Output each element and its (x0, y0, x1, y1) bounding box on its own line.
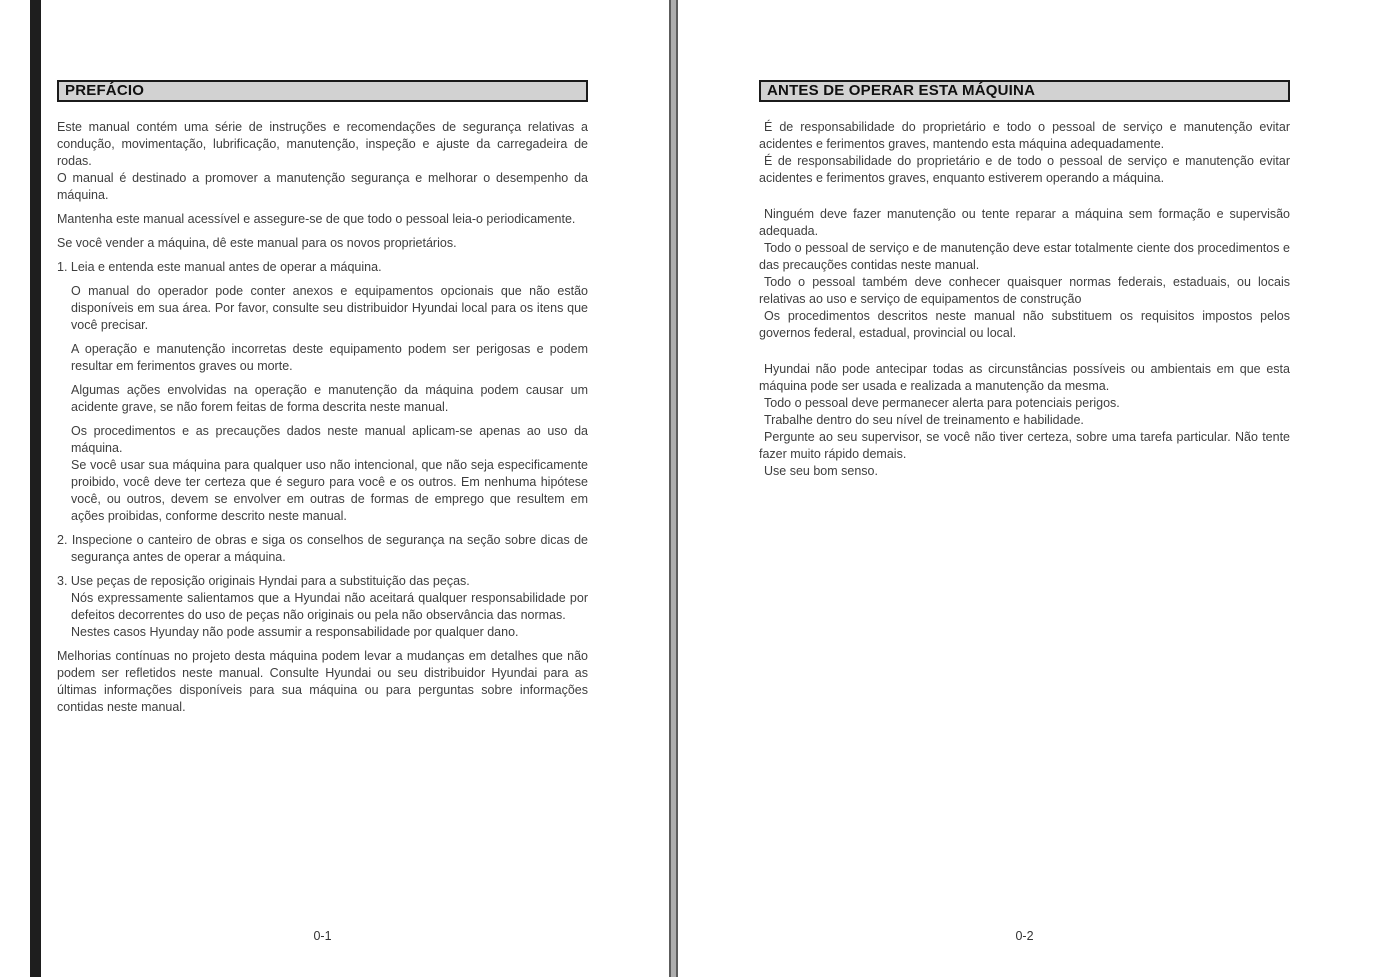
paragraph: É de responsabilidade do proprietário e de todo o pessoal de serviço e manutenção evitar acidentes e ferimentos graves, enquanto estiverem operando a máquina. (759, 154, 1290, 185)
page-right-body (759, 119, 1290, 480)
page-number-left: 0-1 (313, 929, 332, 943)
page-left (57, 80, 588, 716)
paragraph: Todo o pessoal deve permanecer alerta para potenciais perigos. (764, 396, 1120, 410)
paragraph: É de responsabilidade do proprietário e todo o pessoal de serviço e manutenção evitar acidentes e ferimentos graves, mantendo esta máquina adequadamente. (759, 120, 1290, 151)
page-edge-bar (30, 0, 41, 977)
section-header-antes-de-operar: ANTES DE OPERAR ESTA MÁQUINA (759, 80, 1290, 102)
paragraph: 2. Inspecione o canteiro de obras e siga os conselhos de segurança na seção sobre dicas de segurança antes de operar a máquina. (57, 533, 588, 564)
paragraph: Nestes casos Hyunday não pode assumir a responsabilidade por qualquer dano. (71, 625, 519, 639)
paragraph: Todo o pessoal também deve conhecer quaisquer normas federais, estaduais, ou locais relativas ao uso e serviço de equipamentos de construção (759, 275, 1290, 306)
page-right (759, 80, 1290, 480)
paragraph: A operação e manutenção incorretas deste equipamento podem ser perigosas e podem resultar em ferimentos graves ou morte. (71, 342, 588, 373)
paragraph: Melhorias contínuas no projeto desta máquina podem levar a mudanças em detalhes que não podem ser refletidos neste manual. Consulte Hyundai ou seu distribuidor Hyundai para as últimas informações disponíveis para sua máquina ou para perguntas sobre informações contidas neste manual. (57, 649, 588, 714)
paragraph: O manual do operador pode conter anexos e equipamentos opcionais que não estão disponíveis em sua área. Por favor, consulte seu distribuidor Hyundai local para os itens que você precisar. (71, 284, 588, 332)
paragraph: Este manual contém uma série de instruções e recomendações de segurança relativas a condução, movimentação, lubrificação, manutenção, inspeção e ajuste da carregadeira de rodas. (57, 120, 588, 168)
page-number-right: 0-2 (1015, 929, 1034, 943)
paragraph: Trabalhe dentro do seu nível de treinamento e habilidade. (764, 413, 1084, 427)
paragraph: Mantenha este manual acessível e assegure-se de que todo o pessoal leia-o periodicamente. (57, 212, 576, 226)
paragraph: O manual é destinado a promover a manutenção segurança e melhorar o desempenho da máquina. (57, 171, 588, 202)
paragraph: Os procedimentos e as precauções dados neste manual aplicam-se apenas ao uso da máquina. (71, 424, 588, 455)
paragraph: Ninguém deve fazer manutenção ou tente reparar a máquina sem formação e supervisão adequada. (759, 207, 1290, 238)
page-left-body (57, 119, 588, 716)
paragraph: Se você vender a máquina, dê este manual para os novos proprietários. (57, 236, 457, 250)
paragraph: Algumas ações envolvidas na operação e manutenção da máquina podem causar um acidente grave, se não forem feitas de forma descrita neste manual. (71, 383, 588, 414)
section-header-prefacio: PREFÁCIO (57, 80, 588, 102)
paragraph: Se você usar sua máquina para qualquer uso não intencional, que não seja especificamente proibido, você deve ter certeza que é seguro para você e os outros. Em nenhuma hipótese você, ou outros, devem se envolver em outras de formas de emprego que resultem em ações proibidas, conforme descrito neste manual. (71, 458, 588, 523)
paragraph: 3. Use peças de reposição originais Hyndai para a substituição das peças. (57, 574, 470, 588)
paragraph: Hyundai não pode antecipar todas as circunstâncias possíveis ou ambientais em que esta máquina pode ser usada e realizada a manutenção da mesma. (759, 362, 1290, 393)
page-spine-divider (669, 0, 678, 977)
paragraph: Pergunte ao seu supervisor, se você não tiver certeza, sobre uma tarefa particular. Não tente fazer muito rápido demais. (759, 430, 1290, 461)
paragraph: Nós expressamente salientamos que a Hyundai não aceitará qualquer responsabilidade por defeitos decorrentes do uso de peças não originais ou pela não observância das normas. (71, 591, 588, 622)
paragraph: 1. Leia e entenda este manual antes de operar a máquina. (57, 260, 382, 274)
paragraph: Todo o pessoal de serviço e de manutenção deve estar totalmente ciente dos procedimentos e das precauções contidas neste manual. (759, 241, 1290, 272)
paragraph: Os procedimentos descritos neste manual não substituem os requisitos impostos pelos governos federal, estadual, provincial ou local. (759, 309, 1290, 340)
paragraph: Use seu bom senso. (764, 464, 878, 478)
